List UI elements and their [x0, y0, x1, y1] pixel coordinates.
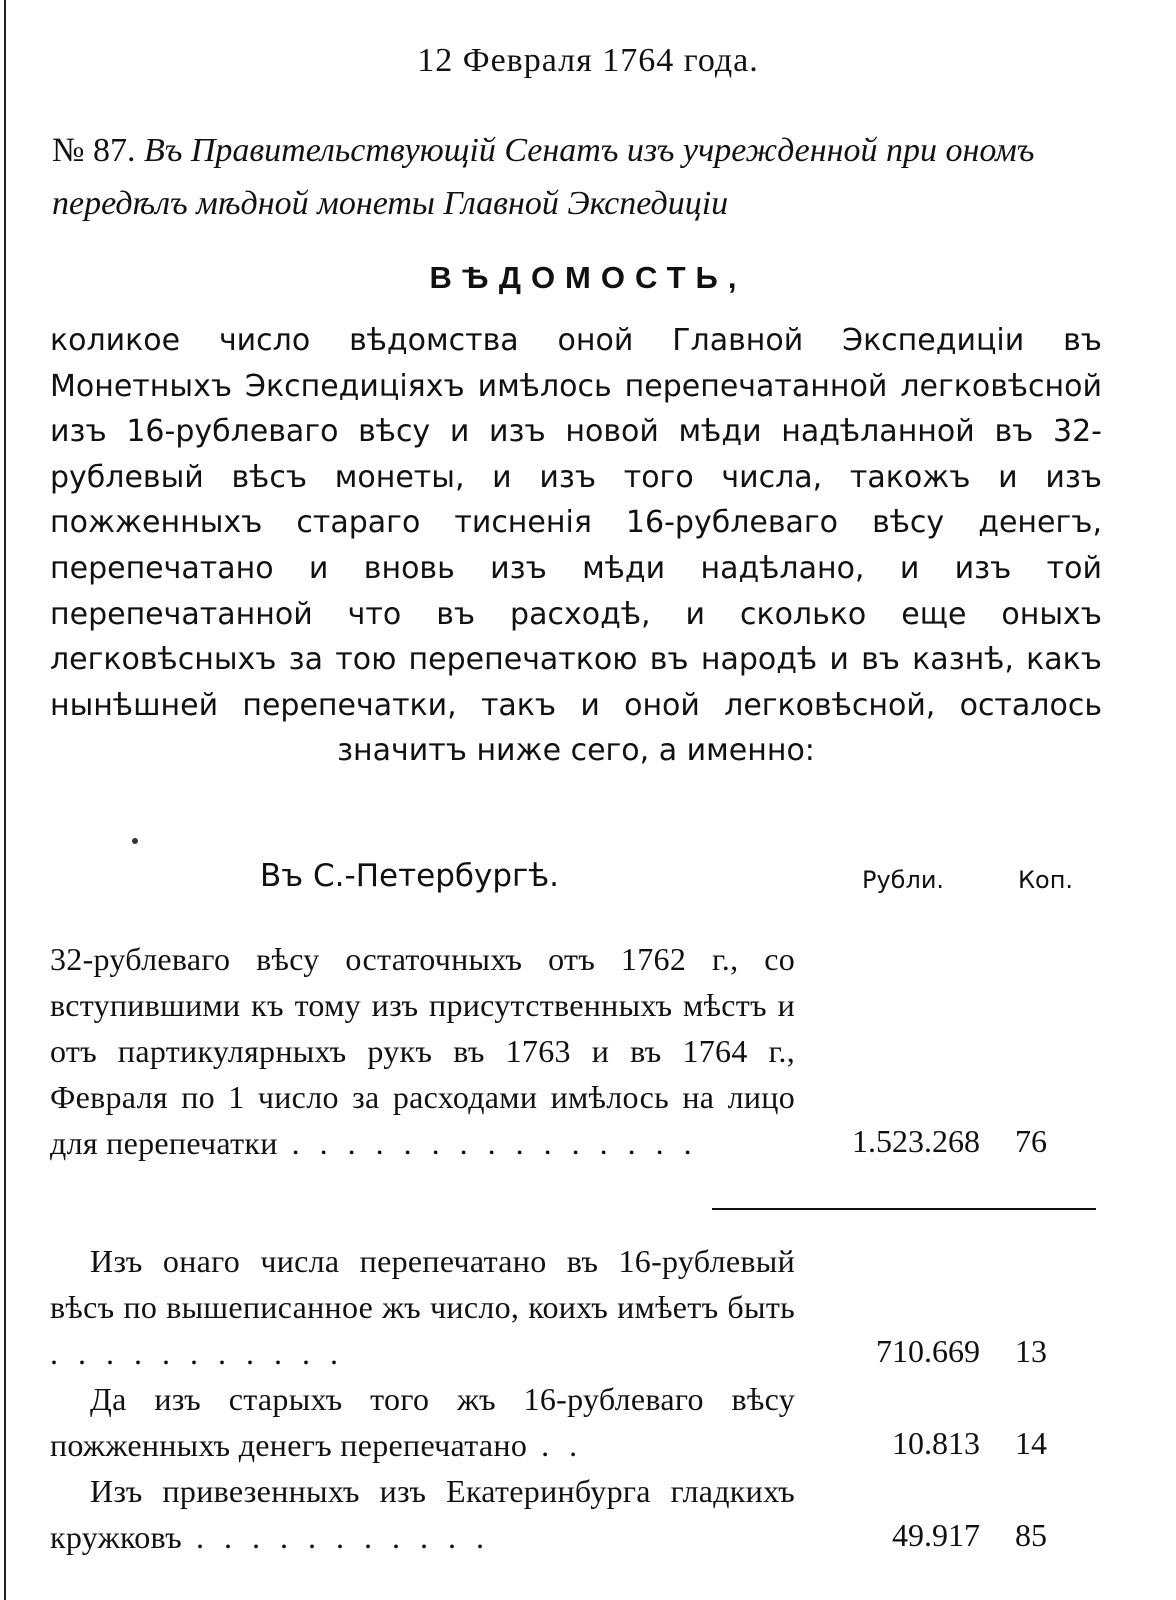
entry-rubles: 710.669 [876, 1333, 980, 1369]
ledger-entry [50, 936, 1110, 1166]
left-margin-rule [4, 0, 6, 1600]
city-header: Въ С.-Петербургѣ. [260, 858, 560, 894]
entry-text: Изъ онаго числа перепечатано въ 16-рублевый вѣсъ по вышеписанное жъ число, коихъ имѣетъ быть . . . . . . . . . . . [50, 1243, 795, 1371]
document-heading: ВѢДОМОСТЬ, [429, 260, 747, 295]
ledger-entry [50, 1238, 1110, 1376]
entry-rubles: 10.813 [892, 1425, 980, 1461]
print-speck [132, 838, 138, 844]
addressee: Въ Правительствующій Сенатъ изъ учрежденной при ономъ передѣлъ мѣдной монеты Главной Экспедиціи [52, 132, 1035, 222]
entry-kopecks: 14 [1015, 1425, 1047, 1461]
date-line: 12 Февраля 1764 года. [417, 42, 759, 79]
dot-leaders: . . . . . . . . . . . [182, 1519, 490, 1555]
sum-rule [712, 1208, 1096, 1210]
dot-leaders: . . . . . . . . . . . . . . . [277, 1125, 698, 1161]
entry-rubles: 1.523.268 [852, 1123, 980, 1159]
entry-kopecks: 13 [1015, 1333, 1047, 1369]
dot-leaders: . . [527, 1427, 584, 1463]
entry-text: Да изъ старыхъ того жъ 16-рублеваго вѣсу пожженныхъ денегъ перепечатано . . [50, 1381, 795, 1463]
entry-kopecks: 85 [1015, 1517, 1047, 1553]
entry-kopecks: 76 [1015, 1123, 1047, 1159]
entry-text: Изъ привезенныхъ изъ Екатеринбурга гладкихъ кружковъ . . . . . . . . . . . [50, 1473, 795, 1555]
document-header [52, 124, 1122, 230]
rubles-column-header: Рубли. [862, 866, 945, 894]
kopecks-column-header: Коп. [1018, 866, 1074, 894]
ledger-entry [50, 1376, 1110, 1468]
ledger-entry [50, 1468, 1110, 1560]
document-description: коликое число вѣдомства оной Главной Экспедиціи въ Монетныхъ Экспедиціяхъ имѣлось перепечатанной легковѣсной изъ 16-рублеваго вѣсу и изъ новой мѣди надѣланной въ 32-рублевый вѣсъ монеты, и изъ того числа, такожъ и изъ пожженныхъ стараго тисненія 16-рублеваго вѣсу денегъ, перепечатано и вновь изъ мѣди надѣлано, и изъ той перепечатанной что въ расходѣ, и сколько еще оныхъ легковѣсныхъ за тою перепечаткою въ народѣ и въ казнѣ, какъ нынѣшней перепечатки, такъ и оной легковѣсной, осталось значитъ ниже сего, а именно: [50, 323, 1102, 769]
entry-rubles: 49.917 [892, 1517, 980, 1553]
document-number: № 87. [52, 132, 136, 169]
entry-text: 32-рублеваго вѣсу остаточныхъ отъ 1762 г., со вступившими къ тому изъ присутственныхъ мѣстъ и отъ партикулярныхъ рукъ въ 1763 и въ 1764 г., Февраля по 1 число за расходами имѣлось на лицо для перепечатки . . . . . . . . . . . . . . . [50, 941, 795, 1161]
dot-leaders: . . . . . . . . . . . [50, 1335, 344, 1371]
